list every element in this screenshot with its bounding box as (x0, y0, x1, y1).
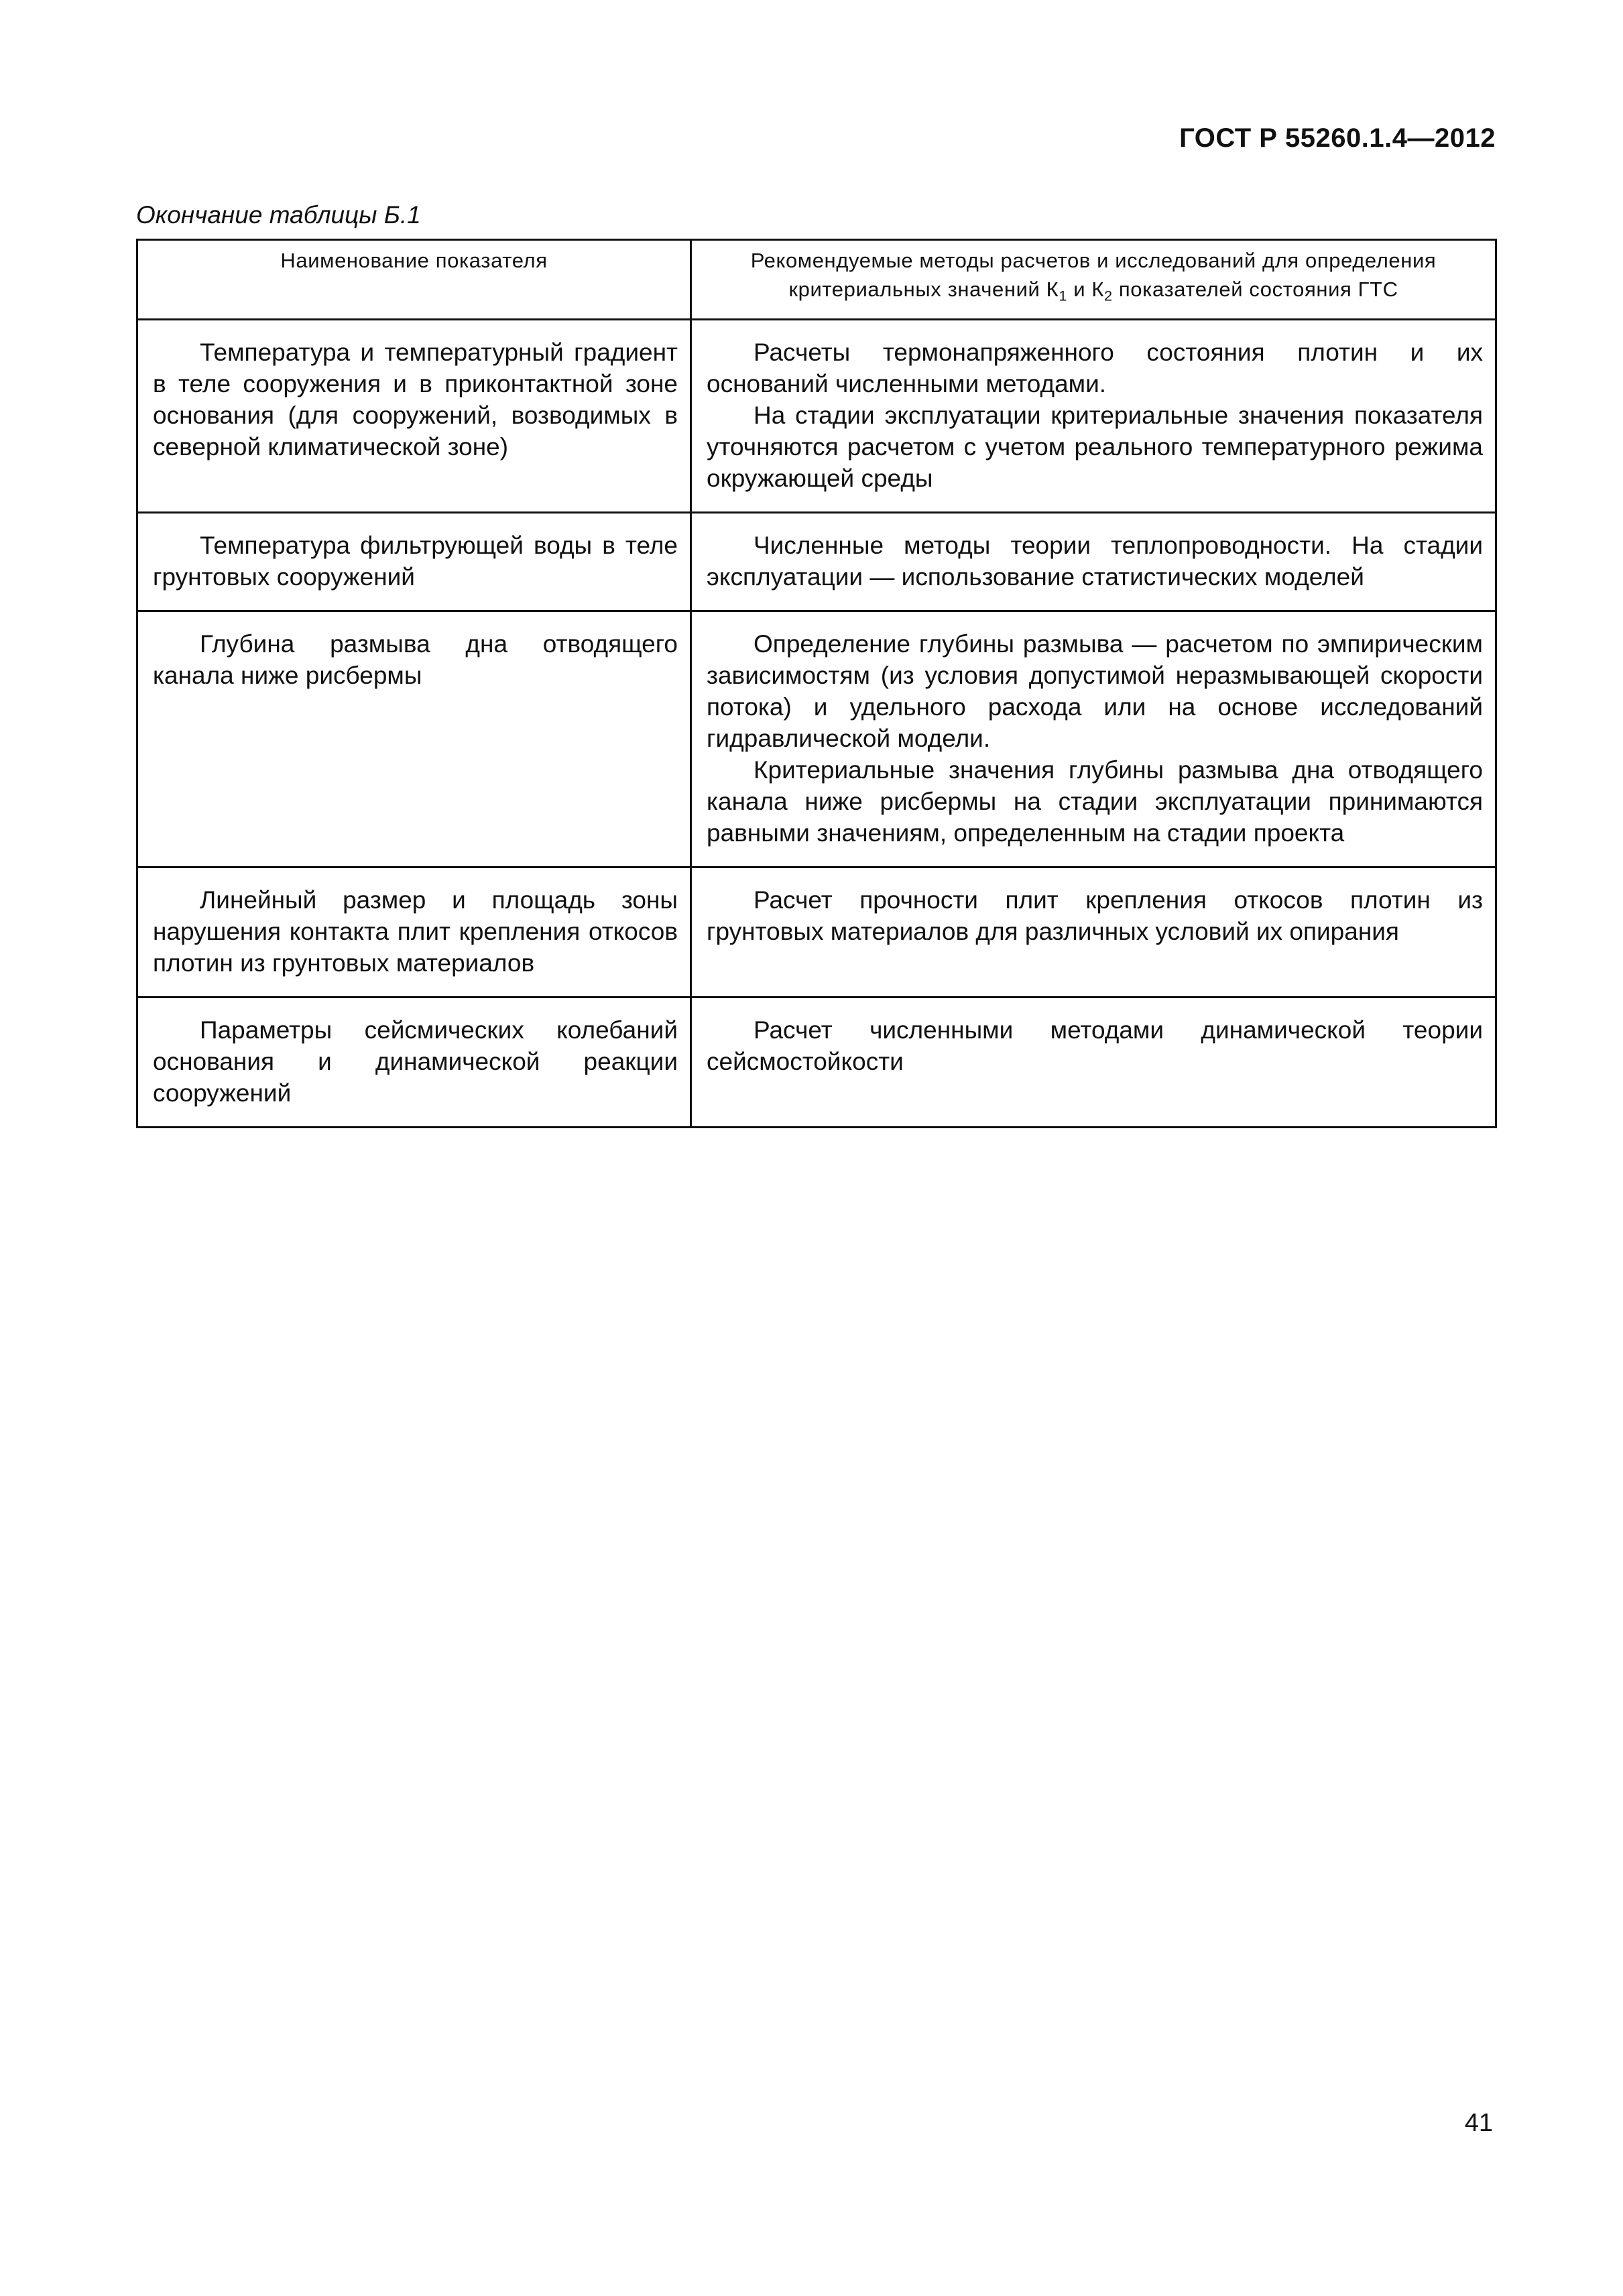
indicator-text: Линейный размер и площадь зоны нарушения контакта плит крепления откосов плотин из грунтовых материалов (153, 886, 678, 977)
document-code: ГОСТ Р 55260.1.4—2012 (1179, 123, 1496, 153)
indicator-cell (137, 320, 691, 513)
methods-cell (691, 513, 1496, 611)
header-text: и К (1067, 278, 1104, 301)
indicator-text: Параметры сейсмических колебаний основания и динамической реакции сооружений (153, 1016, 678, 1107)
indicator-cell (137, 998, 691, 1128)
indicator-text: Глубина размыва дна отводящего канала ниже рисбермы (153, 630, 678, 689)
subscript: 2 (1104, 287, 1113, 304)
methods-paragraph: Численные методы теории теплопроводности. На стадии эксплуатации — использование статистических моделей (707, 532, 1483, 591)
table-row (137, 513, 1496, 611)
methods-paragraph: Определение глубины размыва — расчетом по эмпирическим зависимостям (из условия допустимой неразмывающей скорости потока) и удельного расхода или на основе исследований гидравлической модели. (707, 630, 1483, 752)
methods-cell (691, 320, 1496, 513)
table-row (137, 867, 1496, 998)
page-number: 41 (1464, 2109, 1493, 2137)
subscript: 1 (1059, 287, 1067, 304)
table-caption: Окончание таблицы Б.1 (136, 201, 421, 229)
methods-paragraph: На стадии эксплуатации критериальные значения показателя уточняются расчетом с учетом реального температурного режима окружающей среды (707, 402, 1483, 492)
table-row (137, 611, 1496, 867)
indicator-cell (137, 867, 691, 998)
methods-paragraph: Расчет прочности плит крепления откосов плотин из грунтовых материалов для различных условий их опирания (707, 886, 1483, 945)
indicator-text: Температура и температурный градиент в теле сооружения и в приконтактной зоне основания (для сооружений, возводимых в северной климатической зоне) (153, 339, 678, 461)
table-row (137, 320, 1496, 513)
methods-paragraph: Расчет численными методами динамической теории сейсмостойкости (707, 1016, 1483, 1075)
table-header-row (137, 240, 1496, 320)
column-header-indicator: Наименование показателя (137, 240, 691, 320)
indicators-table (136, 239, 1497, 1128)
methods-cell (691, 998, 1496, 1128)
indicator-cell (137, 611, 691, 867)
header-text: Рекомендуемые методы расчетов и исследований для определения критериальных значений К (750, 249, 1437, 301)
table-row (137, 998, 1496, 1128)
column-header-methods (691, 240, 1496, 320)
methods-cell (691, 611, 1496, 867)
header-text: показателей состояния ГТС (1112, 278, 1398, 301)
methods-paragraph: Расчеты термонапряженного состояния плотин и их оснований численными методами. (707, 339, 1483, 398)
methods-cell (691, 867, 1496, 998)
indicator-text: Температура фильтрующей воды в теле грунтовых сооружений (153, 532, 678, 591)
indicator-cell (137, 513, 691, 611)
methods-paragraph: Критериальные значения глубины размыва дна отводящего канала ниже рисбермы на стадии эксплуатации принимаются равными значениям, определенным на стадии проекта (707, 756, 1483, 847)
